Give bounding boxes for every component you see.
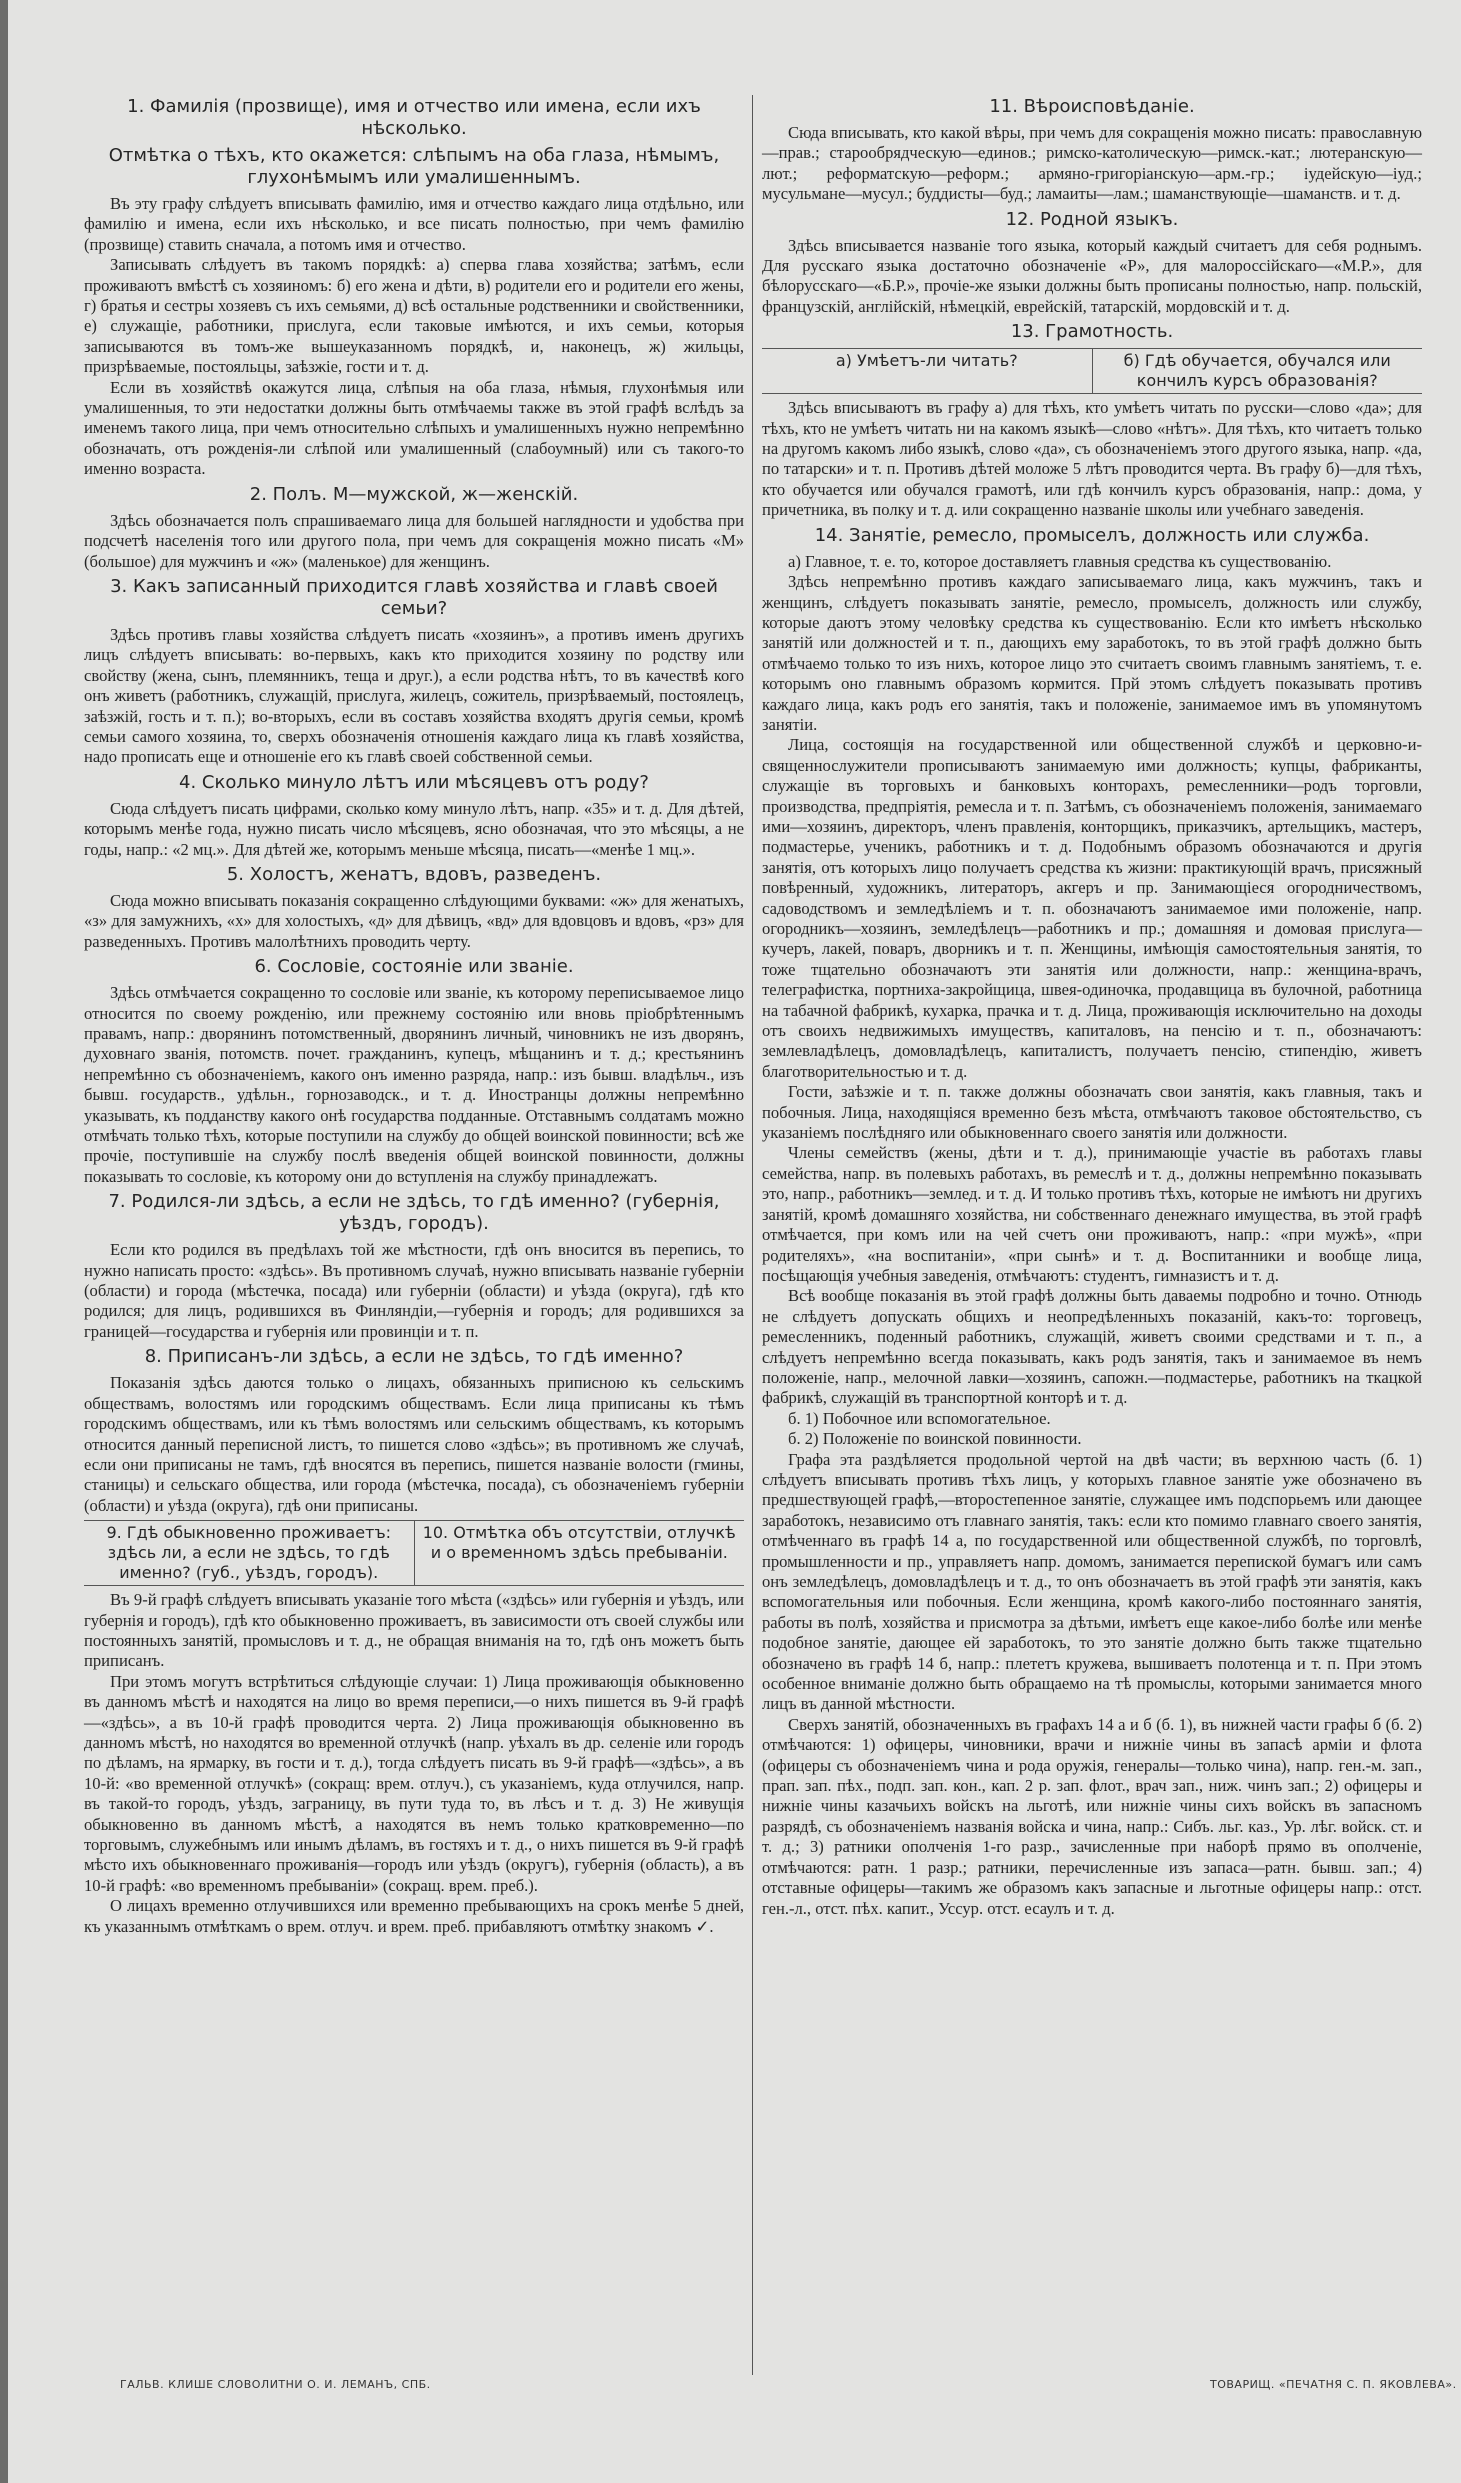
paragraph: При этомъ могутъ встрѣтиться слѣдующіе случаи: 1) Лица проживающія обыкновенно въ данномъ мѣстѣ и находятся на лицо во время переписи,—о нихъ пишется въ 9-й графѣ—«здѣсь», а въ 10-й графѣ проводится черта. 2) Лица проживающія обыкновенно въ данномъ мѣстѣ, но находятся во временной отлучкѣ (напр. уѣхалъ въ др. селеніе или городъ по дѣламъ, на ярмарку, въ гости и т. д.), тогда слѣдуетъ писать въ 9-й графѣ—«здѣсь», а въ 10-й: «во временной отлучкѣ» (сокращ: врем. отлуч.), съ указаніемъ, куда отлучился, напр. въ такой-то городъ, уѣздъ, заграницу, въ пути туда то, въ лѣсъ и т. д. 3) Не живущія обыкновенно въ данномъ мѣстѣ, а находятся въ немъ только кратковременно—по торговымъ, служебнымъ или инымъ дѣламъ, въ гостяхъ и т. д., о нихъ пишется въ 9-й графѣ мѣсто ихъ обыкновеннаго проживанія—городъ или уѣздъ (округъ), губернія (область), а въ 10-й графѣ: «во временномъ пребываніи» (сокращ. врем. преб.). [84,1671,744,1895]
paragraph: а) Главное, т. е. то, которое доставляетъ главныя средства къ существованію. [788,551,1332,571]
section-body [762,398,1422,520]
section-subtitle: Отмѣтка о тѣхъ, кто окажется: слѣпымъ на оба глаза, нѣмымъ, глухонѣмымъ или умалишеннымъ. [108,145,720,188]
section-body [84,625,744,768]
paragraph: Здѣсь непремѣнно противъ каждаго записываемаго лица, какъ мужчинъ, такъ и женщинъ, слѣдуетъ показывать занятіе, ремесло, промыселъ, должность или службу, которые даютъ этому человѣку средства къ существованію. Если кто имѣетъ нѣсколько занятій или должностей и т. п., дающихъ ему заработокъ, то въ этой графѣ должно быть отмѣчаемо только то изъ нихъ, которое лицо это считаетъ своимъ главнымъ занятіемъ, т. е. которымъ оно главнымъ образомъ кормится. Прй этомъ слѣдуетъ показывать противъ каждаго лица, какъ родъ его занятія, такъ и положеніе, занимаемое имъ въ упомянутомъ занятіи. [762,572,1422,734]
paragraph: Всѣ вообще показанія въ этой графѣ должны быть даваемы подробно и точно. Отнюдь не слѣдуетъ допускать общихъ и неопредѣленныхъ показаній, какъ-то: торговецъ, ремесленникъ, поденный работникъ, служащій, живетъ своими средствами и т. п., а слѣдуетъ непремѣнно всегда показывать, какъ родъ занятія, такъ и занимаемое въ немъ положеніе, напр., мелочной лавки—хозяинъ, сапожн.—подмастерье, работникъ на ткацкой фабрикѣ, служащій въ транспортной конторѣ и т. д. [762,1286,1422,1408]
section-title: 12. Родной языкъ. [1005,208,1179,230]
section-title: 2. Полъ. М—мужской, ж—женскій. [249,483,579,505]
paragraph: Здѣсь обозначается полъ спрашиваемаго лица для большей наглядности и удобства при подсчетѣ населенія того или другого пола, при чемъ для сокращенія можно писать «М» (большое) для мужчинъ и «ж» (маленькое) для женщинъ. [84,510,744,571]
paragraph: Если въ хозяйствѣ окажутся лица, слѣпыя на оба глаза, нѣмыя, глухонѣмыя или умалишенныя, то эти недостатки должны быть отмѣчаемы также въ этой графѣ вслѣдъ за именемъ такого лица, при чемъ относительно слѣпыхъ и умалишенныхъ нужно непремѣнно обозначать, отъ рожденія-ли слѣпой или умалишенный (слабоумный) или съ такого-то именно возраста. [84,377,744,479]
paragraph: б. 1) Побочное или вспомогательное. [788,1408,1051,1428]
section-title: 1. Фамилія (прозвище), имя и отчество или имена, если ихъ нѣсколько. [127,96,701,139]
section-body [762,552,1422,1919]
section-title: 7. Родился-ли здѣсь, а если не здѣсь, то гдѣ именно? (губернія, уѣздъ, городъ). [108,1191,720,1235]
section-title: 8. Приписанъ-ли здѣсь, а если не здѣсь, то гдѣ именно? [144,1346,684,1368]
section-body [762,236,1422,318]
paragraph: Сверхъ занятій, обозначенныхъ въ графахъ 14 а и б (б. 1), въ нижней части графы б (б. 2) отмѣчаются: 1) офицеры, чиновники, врачи и нижніе чины въ запасѣ арміи и флота (офицеры съ обозначеніемъ чина и рода оружія, генералы—только чина), напр. ген.-м. зап., прап. зап. пѣх., подп. зап. кон., кап. 2 р. зап. флот., врач зап., ниж. чинъ зап.; 2) офицеры и нижніе чины казачьихъ войскъ на льготѣ, или нижніе чины сихъ войскъ въ запасномъ разрядѣ, съ обозначеніемъ названія войска и чина, напр.: Сибъ. льг. каз., Ур. лѣг. войск. ст. и т. д.; 3) ратники ополченія 1-го разр., зачисленные при наборѣ прямо въ ополченіе, отмѣчаются: ратн. 1 разр.; ратники, перечисленные изъ запаса—ратн. бывш. зап.; 4) отставные офицеры—такимъ же образомъ какъ запасные и льготные офицеры напр.: отст. ген.-л., отст. пѣх. капит., Уссур. отст. есаулъ и т. д. [762,1714,1422,1918]
column-divider [752,95,753,2375]
section-title: б) Гдѣ обучается, обучался или кончилъ курсъ образованія? [1123,351,1391,391]
paragraph: Сюда можно вписывать показанія сокращенно слѣдующими буквами: «ж» для женатыхъ, «з» для замужнихъ, «х» для холостыхъ, «д» для дѣвицъ, «вд» для вдовцовъ и вдовъ, «рз» для разведенныхъ. Противъ малолѣтнихъ проводить черту. [84,890,744,951]
paragraph: б. 2) Положеніе по воинской повинности. [788,1429,1082,1449]
paragraph: Сюда вписывать, кто какой вѣры, при чемъ для сокращенія можно писать: православную—прав.; старообрядческую—единов.; римско-католическую—римск.-кат.; лютеранскую—лют.; реформатскую—реформ.; армяно-григоріанскую—арм.-гр.; іудейскую—іуд.; мусульмане—мусул.; буддисты—буд.; ламаиты—лам.; шаманствующіе—шаманств. и т. д. [762,123,1422,204]
section-body [84,1373,744,1516]
section-title: 6. Сословіе, состояніе или званіе. [254,956,574,978]
paragraph: Здѣсь вписываютъ въ графу а) для тѣхъ, кто умѣетъ читать по русски—слово «да»; для тѣхъ, кто не умѣетъ читать ни на какомъ языкѣ—слово «нѣтъ». Для тѣхъ, кто читаетъ только на другомъ какомъ либо языкѣ, слово «да», съ обозначеніемъ этого другого языка, напр. «да, по татарски» и т. п. Противъ дѣтей моложе 5 лѣтъ проводится черта. Въ графу б)—для тѣхъ, кто обучается или обучался грамотѣ, или гдѣ кончилъ курсъ образованія, напр.: дома, у причетника, въ полку и т. д. или сокращенно названіе школы или учебнаго заведенія. [762,398,1422,520]
paragraph: Здѣсь вписывается названіе того языка, который каждый считаетъ для себя роднымъ. Для русскаго языка достаточно обозначеніе «Р», для малороссійскаго—«М.Р.», для бѣлорусскаго—«Б.Р.», прочіе-же языки должны быть прописаны полностью, напр. польскій, французскій, англійскій, нѣмецкій, еврейскій, татарскій, мордовскій и т. д. [762,235,1422,316]
printer-credit-right: ТОВАРИЩ. «ПЕЧАТНЯ С. П. ЯКОВЛЕВА». [1210,2378,1457,2391]
section-title: 14. Занятіе, ремесло, промыселъ, должность или служба. [814,524,1370,546]
section-title: 3. Какъ записанный приходится главѣ хозяйства и главѣ своей семьи? [110,575,718,619]
left-column [84,92,744,1937]
paragraph: Члены семействъ (жены, дѣти и т. д.), принимающіе участіе въ работахъ главы семейства, напр. въ полевыхъ работахъ, въ ремеслѣ и т. д., должны непремѣнно показывать это, напр., работникъ—землед. и т. д. И только противъ тѣхъ, которые не имѣютъ ни другихъ занятій, кромѣ домашняго хозяйства, ни собственнаго денежнаго имущества, въ этой графѣ отмѣчается, при комъ или на чей счетъ они проживаютъ, напр.: «при мужѣ», «при родителяхъ», «на воспитаніи», «при сынѣ» и т. д. Воспитанники и вообще лица, посѣщающія учебныя заведенія, отмѣчаютъ: студентъ, гимназистъ и т. д. [762,1143,1422,1285]
paragraph: Въ 9-й графѣ слѣдуетъ вписывать указаніе того мѣста («здѣсь» или губернія и уѣздъ, или губернія и городъ), гдѣ кто обыкновенно проживаетъ, въ зависимости отъ своей службы или постоянныхъ занятій, промысловъ и т. д., не обращая вниманія на то, гдѣ онъ можетъ быть приписанъ. [84,1590,744,1671]
section-title: а) Умѣетъ-ли читать? [762,349,1093,393]
section-title: 9. Гдѣ обыкновенно проживаетъ: здѣсь ли, а если не здѣсь, то гдѣ именно? (губ., уѣздъ, городъ). [84,1521,415,1585]
paragraph: Здѣсь противъ главы хозяйства слѣдуетъ писать «хозяинъ», а противъ именъ другихъ лицъ слѣдуетъ вписывать: во-первыхъ, какъ кто приходится хозяину по родству или свойству (жена, сынъ, племянникъ, теща и друг.), а если родства нѣтъ, то въ качествѣ кого онъ живетъ (работникъ, служащій, прислуга, жилецъ, сожитель, призрѣваемый, постоялецъ, заѣзжій, гость и т. п.); во-вторыхъ, если въ составъ хозяйства входятъ другія семьи, кромѣ семьи самого хозяина, то, сверхъ обозначенія отношенія каждаго лица къ главѣ хозяйства, надо прописать еще и отношеніе его къ главѣ своей собственной семьи. [84,624,744,767]
section-title: 11. Вѣроисповѣданіе. [989,96,1195,117]
section-body [84,1590,744,1937]
paragraph: О лицахъ временно отлучившихся или временно пребывающихъ на срокъ менѣе 5 дней, къ указаннымъ отмѣткамъ о врем. отлуч. и врем. преб. прибавляютъ отмѣтку знакомъ ✓. [84,1896,744,1936]
paragraph: Графа эта раздѣляется продольной чертой на двѣ части; въ верхнюю часть (б. 1) слѣдуетъ вписывать противъ тѣхъ лицъ, у которыхъ главное занятіе уже обозначено въ предшествующей графѣ,—второстепенное занятіе, служащее имъ подспорьемъ или дающее заработокъ, независимо отъ главнаго занятія, такъ: если кто помимо главнаго своего занятія, отмѣченнаго въ графѣ 14 а, по государственной или общественной службѣ, по торговлѣ, промышленности и пр., управляетъ напр. домомъ, занимается перепиской бумагъ или самъ онъ земледѣлецъ, домовладѣлецъ и т. д., то онъ обозначаетъ въ этой графѣ эти занятія, какъ вспомогательныя или побочныя. Если женщина, кромѣ какого-либо постояннаго занятія, работы въ полѣ, хозяйства и присмотра за дѣтьми, имѣетъ еще какое-либо болѣе или менѣе подобное занятіе, дающее ей заработокъ, то это занятіе должно быть также тщательно обозначено въ графѣ 14 б, напр.: плететъ кружева, вышиваетъ полотенца и т. п. При этомъ особенное вниманіе должно быть обращаемо на тѣ промыслы, которыми занимается много лицъ въ данной мѣстности. [762,1449,1422,1714]
section-body [84,983,744,1187]
paragraph: Здѣсь отмѣчается сокращенно то сословіе или званіе, къ которому переписываемое лицо относится по своему рожденію, или прежнему состоянію или вновь пріобрѣтеннымъ правамъ, напр.: дворянинъ потомственный, дворянинъ личный, чиновникъ не изъ дворянъ, духовнаго званія, потомств. почет. гражданинъ, купецъ, мѣщанинъ и т. д.; крестьянинъ непремѣнно съ обозначеніемъ, какого онъ именно разряда, напр.: изъ бывш. владѣльч., изъ бывш. государств., удѣльн., горнозаводск., и т. д. Иностранцы должны непремѣнно указывать, къ подданству какого онѣ государства подданные. Отставнымъ солдатамъ можно отмѣчать только тѣхъ, которые поступили на службу до общей воинской повинности; всѣ же прочіе, поступившіе на службу послѣ введенія общей воинской повинности, должны показывать то сословіе, къ которому они до вступленія на службу принадлежатъ. [84,983,744,1186]
paragraph: Лица, состоящія на государственной или общественной службѣ и церковно-и-священнослужители прописываютъ занимаемую ими должность; купцы, фабриканты, служащіе въ торговыхъ и банковыхъ конторахъ, ремесленники—родъ торговли, производства, предпріятія, ремесла и т. п. Затѣмъ, съ обозначеніемъ положенія, занимаемаго ими—хозяинъ, директоръ, членъ правленія, конторщикъ, приказчикъ, артельщикъ, мастеръ, подмастерье, ученикъ, работникъ и т. д. Подобнымъ образомъ обозначаются и другія занятія, отъ которыхъ лицо получаетъ средства къ жизни: практикующій врачъ, присяжный повѣренный, художникъ, литераторъ, акгеръ и пр. Занимающіеся огородничествомъ, садоводствомъ и земледѣліемъ и т. п. обозначаютъ занимаемое ими положеніе, напр. огородникъ—хозяинъ, земледѣлецъ—работникъ и пр.; домашняя и домовая прислуга—кучеръ, лакей, поваръ, дворникъ и т. п. Женщины, имѣющія самостоятельныя занятія, то тоже тщательно обозначаютъ эти занятія или должности, напр.: женщина-врачъ, телеграфистка, портниха-закройщица, швея-одиночка, продавщица въ булочной, работница на табачной фабрикѣ, кухарка, прачка и т. д. Лица, проживающія исключительно на доходы отъ своихъ недвижимыхъ имуществъ, капиталовъ, на пенсію и т. п., обозначаютъ: землевладѣлецъ, домовладѣлецъ, капиталистъ, получаетъ пенсію, стипендію, живетъ благотворительностью и т. д. [762,735,1422,1081]
paragraph: Если кто родился въ предѣлахъ той же мѣстности, гдѣ онъ вносится въ перепись, то нужно написать просто: «здѣсь». Въ противномъ случаѣ, нужно вписывать названіе губерніи (области) и города (мѣстечка, посада) или губерніи (области) и уѣзда (округа), гдѣ кто родился; для лицъ, родившихся въ Финляндіи,—губернія и городъ; для родившихся за границей—государства и губернія или провинціи и т. п. [84,1240,744,1341]
section-body [762,123,1422,205]
split-heading [762,348,1422,394]
section-body [84,891,744,952]
section-title: 13. Грамотность. [1010,321,1174,343]
right-column [762,92,1422,1919]
section-body [84,511,744,572]
printer-credit-left: ГАЛЬВ. КЛИШЕ СЛОВОЛИТНИ О. И. ЛЕМАНЪ, СПБ. [120,2378,431,2391]
paragraph: Записывать слѣдуетъ въ такомъ порядкѣ: а) сперва глава хозяйства; затѣмъ, если проживаютъ вмѣстѣ съ хозяиномъ: б) его жена и дѣти, в) родители его и родители его жены, г) братья и сестры хозяевъ съ ихъ семьями, д) всѣ остальные родственники и свойственники, е) служащіе, работники, прислуга, если таковые имѣются, и ихъ семьи, которыя записываются въ томъ-же вышеуказанномъ порядкѣ, и, наконецъ, ж) жильцы, призрѣваемые, постояльцы, заѣзжіе, гости и т. д. [84,255,744,377]
paragraph: Въ эту графу слѣдуетъ вписывать фамилію, имя и отчество каждаго лица отдѣльно, или фамилію и имена, если ихъ нѣсколько, и все писать полностью, при чемъ фамилію (прозвище) ставить сначала, а потомъ имя и отчество. [84,194,744,254]
section-title: 5. Холостъ, женатъ, вдовъ, разведенъ. [226,863,602,885]
section-body [84,1240,744,1342]
paragraph: Показанія здѣсь даются только о лицахъ, обязанныхъ приписною къ сельскимъ обществамъ, волостямъ или городскимъ обществамъ. Если лица приписаны къ тѣмъ городскимъ обществамъ, или къ тѣмъ волостямъ или сельскимъ обществамъ, къ которымъ относится данный переписной листъ, то пишется слово «здѣсь»; въ противномъ же случаѣ, если они приписаны не тамъ, гдѣ вносятся въ перепись, пишется названіе волости (гмины, станицы) и сельскаго общества, или города (мѣстечка, посада), съ обозначеніемъ губерніи (области) и уѣзда (округа), гдѣ они приписаны. [84,1373,744,1515]
split-heading [84,1520,744,1586]
section-body [84,194,744,480]
section-title: 10. Отмѣтка объ отсутствіи, отлучкѣ и о временномъ здѣсь пребываніи. [422,1523,736,1563]
page-edge-shadow [0,0,8,2483]
section-body [84,799,744,860]
section-title: 4. Сколько минуло лѣтъ или мѣсяцевъ отъ роду? [179,771,649,793]
paragraph: Сюда слѣдуетъ писать цифрами, сколько кому минуло лѣтъ, напр. «35» и т. д. Для дѣтей, которымъ менѣе года, нужно писать число мѣсяцевъ, ясно обозначая, что это мѣсяцы, а не годы, напр.: «2 мц.». Для дѣтей же, которымъ меньше мѣсяца, писать—«менѣе 1 мц.». [84,798,744,859]
paragraph: Гости, заѣзжіе и т. п. также должны обозначать свои занятія, какъ главныя, такъ и побочныя. Лица, находящіяся временно безъ мѣста, отмѣчаютъ таковое обстоятельство, съ указаніемъ послѣдняго или обыкновеннаго своего занятія или должности. [762,1082,1422,1143]
